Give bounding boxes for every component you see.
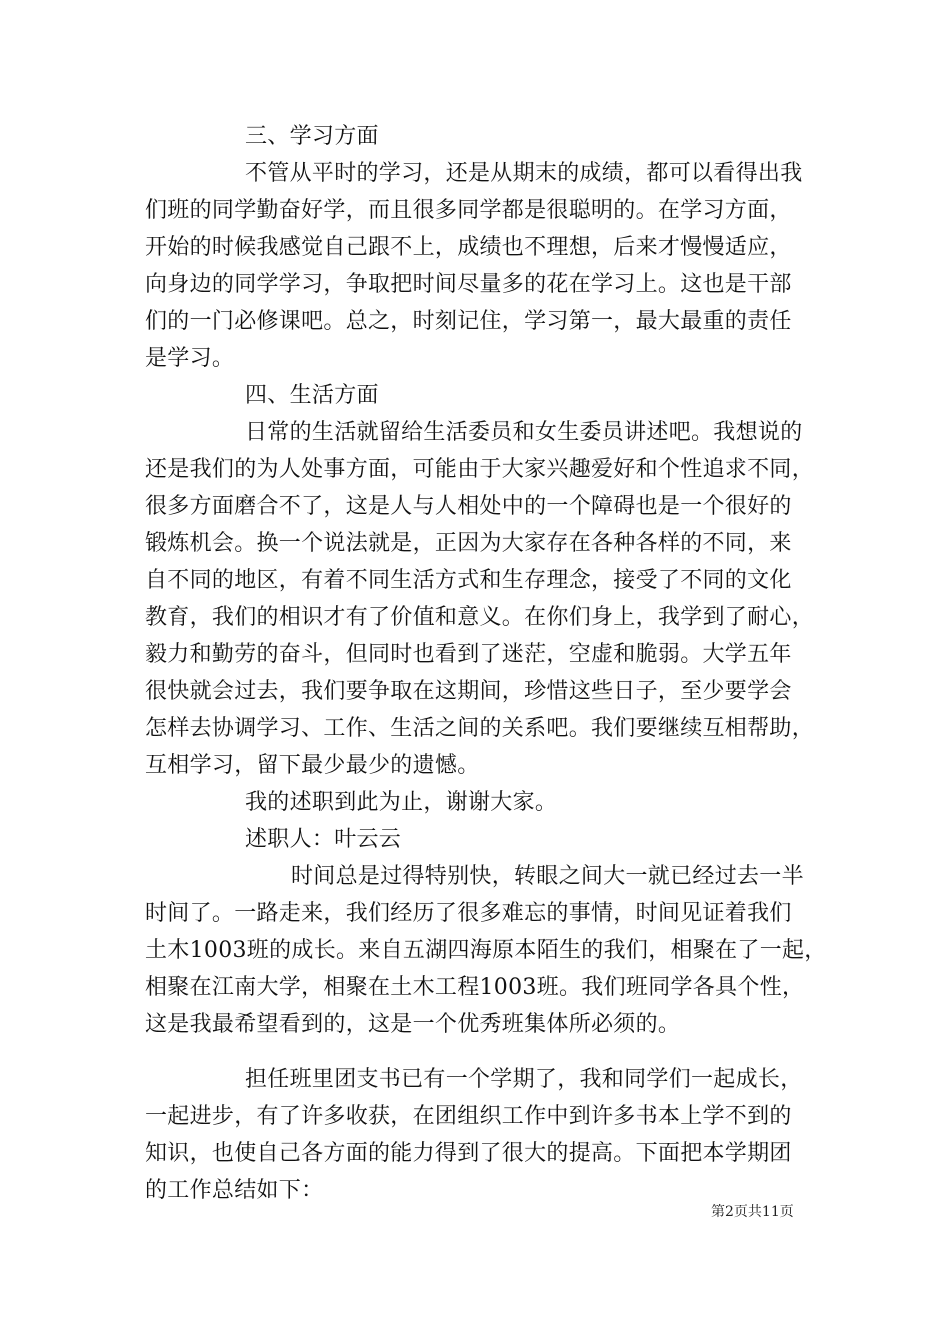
paragraph-line: 毅力和勤劳的奋斗，但同时也看到了迷茫，空虚和脆弱。大学五年 (145, 642, 792, 667)
paragraph-line: 很多方面磨合不了，这是人与人相处中的一个障碍也是一个很好的 (145, 494, 792, 519)
paragraph-line: 的工作总结如下： (145, 1178, 324, 1203)
paragraph-line: 日常的生活就留给生活委员和女生委员讲述吧。我想说的 (245, 420, 803, 445)
closing-remark: 我的述职到此为止，谢谢大家。 (245, 790, 558, 815)
paragraph-line: 向身边的同学学习，争取把时间尽量多的花在学习上。这也是干部 (145, 272, 792, 297)
paragraph-line: 们的一门必修课吧。总之，时刻记住，学习第一，最大最重的责任 (145, 309, 792, 334)
paragraph-gap (145, 1043, 815, 1061)
signature-line: 述职人：叶云云 (245, 827, 402, 852)
paragraph-line: 们班的同学勤奋好学，而且很多同学都是很聪明的。在学习方面， (145, 198, 792, 223)
paragraph-line: 很快就会过去，我们要争取在这期间，珍惜这些日子，至少要学会 (145, 679, 792, 704)
section-heading-life: 四、生活方面 (245, 383, 379, 408)
paragraph-line: 教育，我们的相识才有了价值和意义。在你们身上，我学到了耐心， (145, 605, 815, 630)
paragraph-line: 相聚在江南大学，相聚在土木工程1003班。我们班同学各具个性， (145, 975, 805, 1000)
paragraph-line: 开始的时候我感觉自己跟不上，成绩也不理想，后来才慢慢适应， (145, 235, 792, 260)
paragraph-line: 互相学习，留下最少最少的遗憾。 (145, 753, 480, 778)
paragraph-line: 锻炼机会。换一个说法就是，正因为大家存在各种各样的不同，来 (145, 531, 792, 556)
paragraph-line: 不管从平时的学习，还是从期末的成绩，都可以看得出我 (245, 161, 803, 186)
paragraph-line: 知识，也使自己各方面的能力得到了很大的提高。下面把本学期团 (145, 1141, 792, 1166)
paragraph-line: 还是我们的为人处事方面，可能由于大家兴趣爱好和个性追求不同， (145, 457, 815, 482)
paragraph-line: 时间总是过得特别快，转眼之间大一就已经过去一半 (291, 864, 804, 889)
paragraph-line: 时间了。一路走来，我们经历了很多难忘的事情，时间见证着我们 (145, 901, 792, 926)
paragraph-line: 这是我最希望看到的，这是一个优秀班集体所必须的。 (145, 1012, 681, 1037)
paragraph-line: 自不同的地区，有着不同生活方式和生存理念，接受了不同的文化 (145, 568, 792, 593)
paragraph-line: 土木1003班的成长。来自五湖四海原本陌生的我们，相聚在了一起， (145, 938, 827, 963)
paragraph-line: 是学习。 (145, 346, 235, 371)
paragraph-line: 怎样去协调学习、工作、生活之间的关系吧。我们要继续互相帮助， (145, 716, 815, 741)
paragraph-line: 一起进步，有了许多收获，在团组织工作中到许多书本上学不到的 (145, 1104, 792, 1129)
section-heading-study: 三、学习方面 (245, 124, 379, 149)
document-body (145, 118, 827, 1209)
page-number: 第2页共11页 (711, 1204, 794, 1220)
paragraph-line: 担任班里团支书已有一个学期了，我和同学们一起成长， (245, 1067, 803, 1092)
